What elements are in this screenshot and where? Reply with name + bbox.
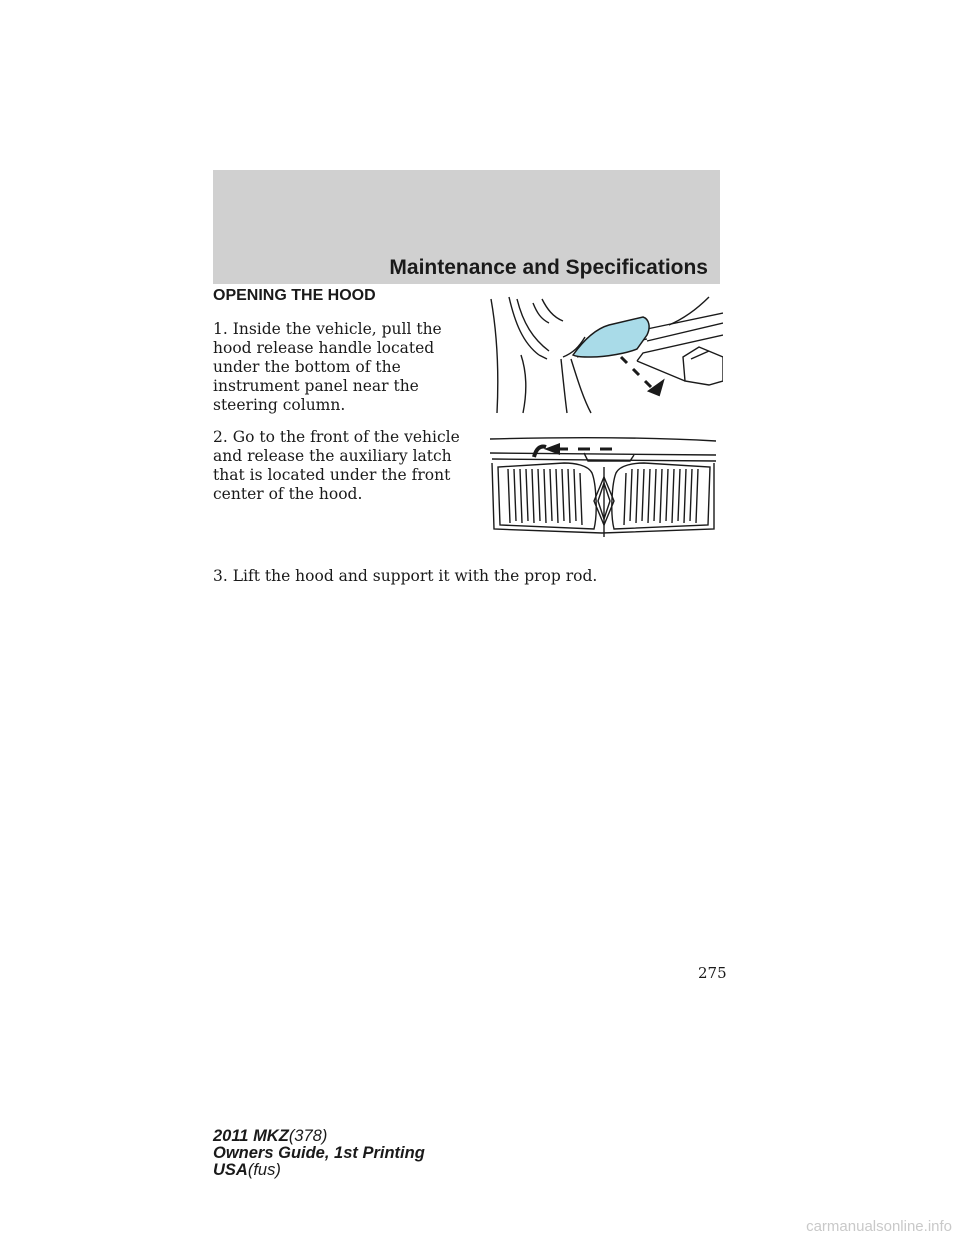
hood-release-handle-illustration: [487, 293, 723, 415]
footer-model: 2011 MKZ: [213, 1127, 289, 1145]
step-3-text: 3. Lift the hood and support it with the prop rod.: [213, 567, 598, 585]
watermark-text: carmanualsonline.info: [806, 1218, 952, 1235]
footer-printing: Owners Guide, 1st Printing: [213, 1144, 425, 1162]
footer-region: USA: [213, 1161, 248, 1179]
header-band: [213, 170, 720, 284]
section-heading: OPENING THE HOOD: [213, 287, 376, 304]
page-number: 275: [698, 964, 727, 982]
auxiliary-latch-illustration: [484, 433, 720, 541]
chapter-title: Maintenance and Specifications: [389, 256, 708, 279]
print-info-footer: [213, 1128, 425, 1179]
step-2-text: 2. Go to the front of the vehicle and release the auxiliary latch that is located under the front center of the hood.: [213, 428, 460, 503]
step-1-text: 1. Inside the vehicle, pull the hood release handle located under the bottom of the instrument panel near the steering column.: [213, 320, 442, 414]
latch-lever-icon: [534, 446, 546, 457]
footer-model-code: (378): [288, 1127, 328, 1145]
footer-region-code: (fus): [247, 1161, 281, 1179]
lincoln-emblem-icon: [594, 467, 614, 537]
